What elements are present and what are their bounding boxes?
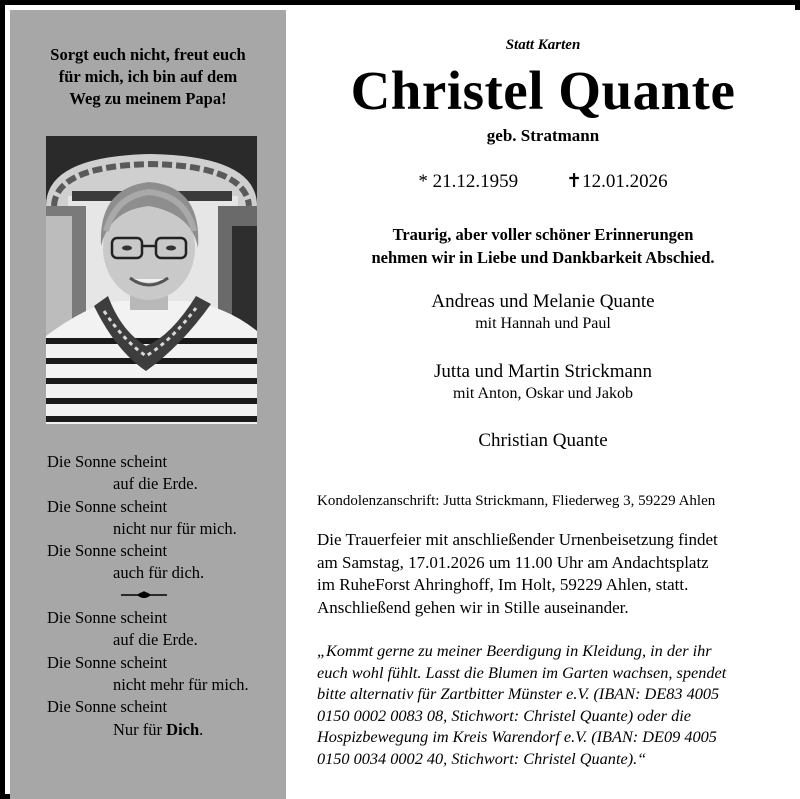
ornament-divider <box>47 585 249 607</box>
poem-last-suffix: . <box>199 719 204 739</box>
family-name: Christian Quante <box>478 430 608 451</box>
request-quote <box>317 640 726 769</box>
poem-line: nicht nur für mich. <box>113 518 237 538</box>
family-name: Andreas und Melanie Quante <box>431 291 655 312</box>
poem-last-line <box>47 719 249 741</box>
ceremony-line: am Samstag, 17.01.2026 um 11.00 Uhr am Andachtsplatz <box>317 552 709 572</box>
poem <box>47 451 249 741</box>
poem-line: Die Sonne scheint <box>47 608 168 628</box>
poem-line: Die Sonne scheint <box>47 652 168 672</box>
birth-date: * 21.12.1959 <box>418 171 519 192</box>
poem-line: Die Sonne scheint <box>47 452 168 471</box>
family-children: mit Hannah und Paul <box>475 315 611 332</box>
poem-last-bold: Dich <box>166 719 200 739</box>
quote-line: 0150 0002 0083 08, Stichwort: Christel Quante) oder die <box>317 705 691 725</box>
poem-line: Die Sonne scheint <box>47 541 168 561</box>
quote-line: 0150 0034 0002 40, Stichwort: Christel Quante).“ <box>317 748 647 768</box>
family-name: Jutta und Martin Strickmann <box>434 361 652 382</box>
poem-line: Die Sonne scheint <box>47 496 168 516</box>
statt-karten: Statt Karten <box>505 37 581 53</box>
quote-line: Hospizbewegung im Kreis Warendorf e.V. (IBAN: DE09 4005 <box>317 727 717 746</box>
family-children: mit Anton, Oskar und Jakob <box>453 385 633 402</box>
poem-line: auf die Erde. <box>113 630 198 650</box>
poem-line: auf die Erde. <box>113 474 198 494</box>
right-column <box>286 10 800 799</box>
portrait-photo <box>46 136 257 424</box>
ceremony-info <box>317 529 718 619</box>
mourning-line: Traurig, aber voller schöner Erinnerungen <box>392 225 694 244</box>
quote-line: „Kommt gerne zu meiner Beerdigung in Kleidung, in der ihr <box>317 641 712 660</box>
condolence-address: Kondolenzanschrift: Jutta Strickmann, Fliederweg 3, 59229 Ahlen <box>317 493 716 509</box>
death-date: ✝12.01.2026 <box>566 171 668 192</box>
motto <box>10 44 286 110</box>
motto-line: für mich, ich bin auf dem <box>58 67 238 86</box>
left-column <box>10 10 286 799</box>
poem-line: nicht mehr für mich. <box>113 674 249 694</box>
mourning-line: nehmen wir in Liebe und Dankbarkeit Abschied. <box>371 248 715 267</box>
mourning-text <box>286 223 800 269</box>
poem-line: Die Sonne scheint <box>47 697 168 717</box>
poem-last-prefix: Nur für <box>113 719 167 739</box>
ceremony-line: Anschließend gehen wir in Stille auseinander. <box>317 597 629 617</box>
motto-line: Sorgt euch nicht, freut euch <box>50 45 246 64</box>
birth-name: geb. Stratmann <box>486 126 600 145</box>
ceremony-line: im RuheForst Ahringhoff, Im Holt, 59229 Ahlen, statt. <box>317 575 689 594</box>
poem-line: auch für dich. <box>113 563 205 583</box>
ceremony-line: Die Trauerfeier mit anschließender Urnenbeisetzung findet <box>317 530 718 549</box>
life-dates <box>286 170 800 193</box>
quote-line: bitte alternativ für Zartbitter Münster e.V. (IBAN: DE83 4005 <box>317 684 720 703</box>
quote-line: euch wohl fühlt. Lasst die Blumen im Garten wachsen, spendet <box>317 662 727 682</box>
deceased-name: Christel Quante <box>350 60 736 121</box>
motto-line: Weg zu meinem Papa! <box>69 89 227 108</box>
